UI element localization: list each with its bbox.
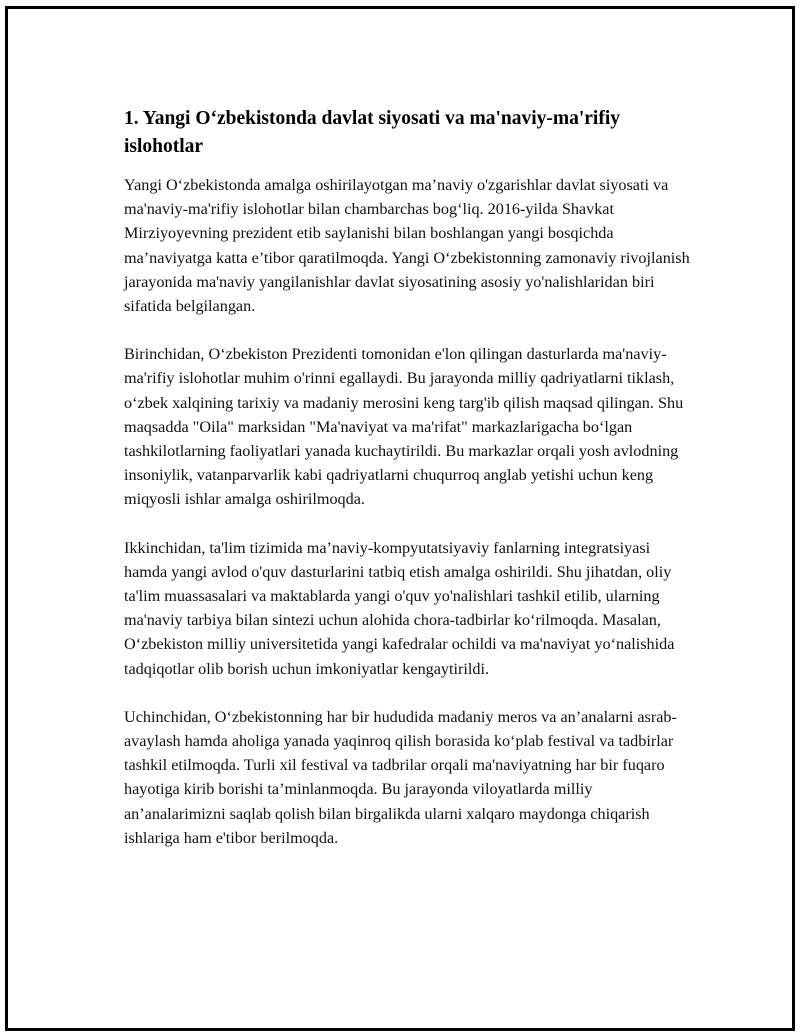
paragraph-2: Birinchidan, O‘zbekiston Prezidenti tomonidan e'lon qilingan dasturlarda ma'naviy-ma'rifiy islohotlar muhim o'rinni egallaydi. Bu jarayonda milliy qadriyatlarni tiklash, o‘zbek xalqining tarixiy va madaniy merosini keng targ'ib qilish maqsad qilingan. Shu maqsadda "Oila" marksidan "Ma'naviyat va ma'rifat" markazlarigacha bo‘lgan tashkilotlarning faoliyatlari yanada kuchaytirildi. Bu markazlar orqali yosh avlodning insoniylik, vatanparvarlik kabi qadriyatlarni chuqurroq anglab yetishi uchun keng miqyosli ishlar amalga oshirilmoqda. (124, 345, 684, 509)
paragraph-3: Ikkinchidan, ta'lim tizimida ma’naviy-kompyutatsiyaviy fanlarning integratsiyasi hamda yangi avlod o'quv dasturlarini tatbiq etish amalga oshirildi. Shu jihatdan, oliy ta'lim muassasalari va maktablarda yangi o'quv yo'nalishlari tashkil etilib, ularning ma'naviy tarbiya bilan sintezi uchun alohida chora-tadbirlar ko‘rilmoqda. Masalan, O‘zbekiston milliy universitetida yangi kafedralar ochildi va ma'naviyat yo‘nalishida tadqiqotlar olib borish uchun imkoniyatlar kengaytirildi. (124, 538, 675, 678)
section-heading: 1. Yangi O‘zbekistonda davlat siyosati va ma'naviy-ma'rifiy islohotlar (124, 108, 621, 157)
page-frame (5, 6, 795, 1031)
paragraph-1: Yangi O‘zbekistonda amalga oshirilayotgan ma’naviy o'zgarishlar davlat siyosati va ma'naviy-ma'rifiy islohotlar bilan chambarchas bog‘liq. 2016-yilda Shavkat Mirziyoyevning prezident etib saylanishi bilan boshlangan yangi bosqichda ma’naviyatga katta e’tibor qaratilmoqda. Yangi O‘zbekistonning zamonaviy rivojlanish jarayonida ma'naviy yangilanishlar davlat siyosatining asosiy yo'nalishlaridan biri sifatida belgilangan. (124, 176, 690, 316)
document-body (124, 105, 696, 874)
paragraph-4: Uchinchidan, O‘zbekistonning har bir hududida madaniy meros va an’analarni asrab-avaylash hamda aholiga yanada yaqinroq qilish borasida ko‘plab festival va tadbirlar tashkil etilmoqda. Turli xil festival va tadbrilar orqali ma'naviyatning har bir fuqaro hayotiga kirib borishi ta’minlanmoqda. Bu jarayonda viloyatlarda milliy an’analarimizni saqlab qolish bilan birgalikda ularni xalqaro maydonga chiqarish ishlariga ham e'tibor berilmoqda. (124, 707, 677, 847)
